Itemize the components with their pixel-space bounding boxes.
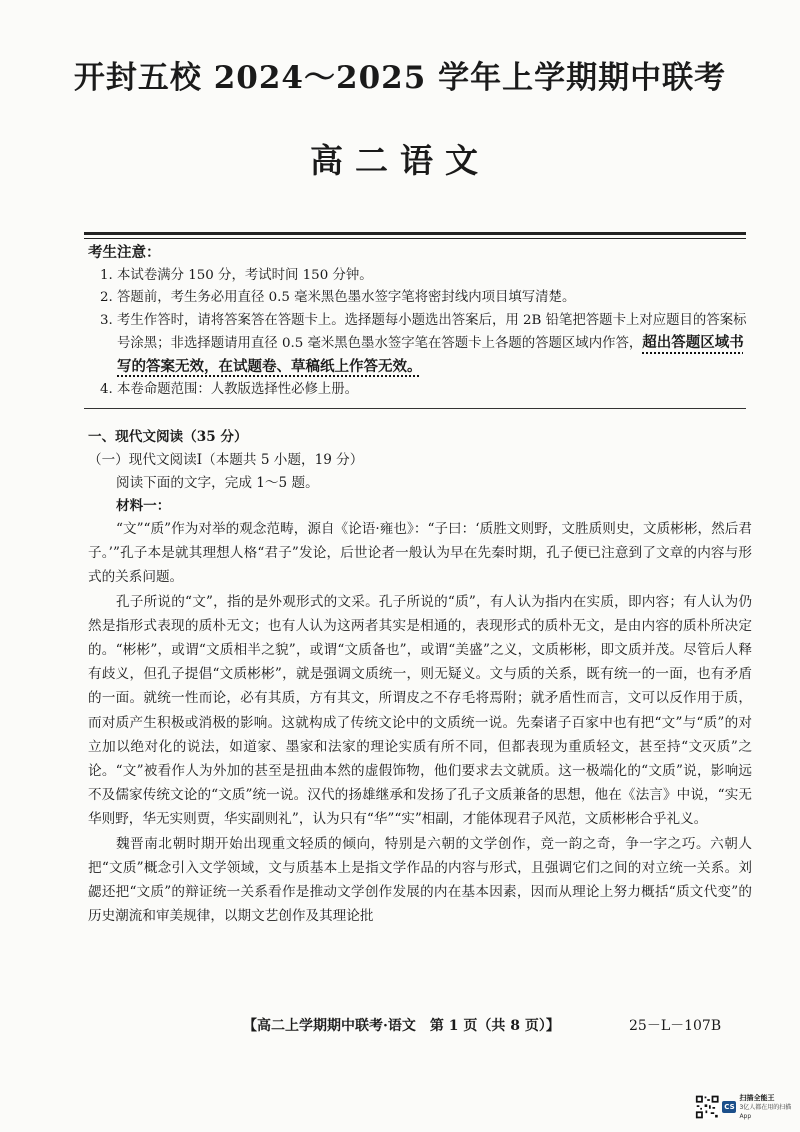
notice-rule [84, 408, 746, 409]
notice-item-3-emphasis: 超出答题区域书写的答案无效，在试题卷、草稿纸上作答无效。 [117, 335, 744, 375]
footer-code: 25－L－107B [629, 1018, 722, 1034]
notice-item-1: 1. 本试卷满分 150 分，考试时间 150 分钟。 [100, 267, 373, 283]
notice-item-3-text: 3. 考生作答时，请将答案答在答题卡上。选择题每小题选出答案后，用 2B 铅笔把答题卡上对应题目的答案标号涂黑；非选择题请用直径 0.5 毫米黑色墨水签字笔在答题卡上各题的答题区域内作答， [100, 312, 747, 351]
notice-item-3 [88, 310, 748, 380]
section-header [88, 426, 753, 518]
material-label: 材料一： [116, 498, 171, 514]
cs-logo-icon: CS [724, 1103, 735, 1111]
sub-heading: （一）现代文阅读Ⅰ（本题共 5 小题，19 分） [88, 452, 364, 468]
exam-title: 开封五校 2024～2025 学年上学期期中联考 [73, 60, 727, 96]
paragraph-2: 孔子所说的“文”，指的是外观形式的文采。孔子所说的“质”，有人认为指内在实质，即内容；有人认为仍然是指形式表现的质朴无文；也有人认为这两者其实是相通的，表现形式的质朴无文，是由内容的质朴所决定的。“彬彬”，或谓“文质相半之貌”，或谓“文质备也”，或谓“美盛”之义，文质彬彬，即文质并茂。尽管后人释有歧义，但孔子提倡“文质彬彬”，就是强调文质统一，则无疑义。文与质的关系，既有统一的一面，也有矛盾的一面。就统一性而论，必有其质，方有其文，所谓皮之不存毛将焉附；就矛盾性而言，文可以反作用于质，而对质产生积极或消极的影响。这就构成了传统文论中的文质统一说。先秦诸子百家中也有把“文”与“质”的对立加以绝对化的说法，如道家、墨家和法家的理论实质有所不同，但都表现为重质轻文，甚至持“文灭质”之论。“文”被看作人为外加的甚至是扭曲本然的虚假饰物，他们要求去文就质。这一极端化的“文质”说，影响远不及儒家传统文论的“文质”统一说。汉代的扬雄继承和发扬了孔子文质兼备的思想，他在《法言》中说，“实无华则野，华无实则贾，华实副则礼”，认为只有“华”“实”相副，才能体现君子风范，文质彬彬合乎礼义。 [88, 593, 752, 828]
paragraph-3: 魏晋南北朝时期开始出现重文轻质的倾向，特别是六朝的文学创作，竞一韵之奇，争一字之巧。六朝人把“文质”概念引入文学领域，文与质基本上是指文学作品的内容与形式，且强调它们之间的对立统一关系。刘勰还把“文质”的辩证统一关系看作是推动文学创作发展的内在基本因素，因而从理论上努力概括“质文代变”的历史潮流和审美规律，以期文艺创作及其理论批 [88, 835, 752, 925]
paragraph-1: “文”“质”作为对举的观念范畴，源自《论语·雍也》：“子曰：‘质胜文则野，文胜质则史，文质彬彬，然后君子。’”孔子本是就其理想人格“君子”发论，后世论者一般认为早在先秦时期，孔子便已注意到了文章的内容与形式的关系问题。 [88, 521, 752, 586]
title-rule-thin [84, 238, 746, 239]
footer-page-info: 【高二上学期期中联考·语文 第 1 页（共 8 页）】 [243, 1018, 560, 1034]
scanner-name: 扫描全能王 [739, 1093, 775, 1102]
notice-heading: 考生注意： [88, 244, 161, 261]
title-rule-thick [84, 232, 746, 235]
scanner-text [739, 1094, 795, 1121]
scanner-watermark [695, 1088, 795, 1126]
section-heading: 一、现代文阅读（35 分） [88, 429, 248, 445]
scanner-tagline: 3亿人都在用的扫描App [739, 1103, 792, 1120]
passage [88, 517, 752, 928]
qr-code-icon [695, 1093, 719, 1121]
instruction: 阅读下面的文字，完成 1～5 题。 [116, 475, 319, 491]
subject-title: 高二语文 [310, 141, 490, 180]
notice-box [88, 242, 748, 402]
notice-item-4: 4. 本卷命题范围：人教版选择性必修上册。 [100, 382, 359, 397]
notice-item-2: 2. 答题前，考生务必用直径 0.5 毫米黑色墨水签字笔将密封线内项目填写清楚。 [100, 290, 576, 305]
